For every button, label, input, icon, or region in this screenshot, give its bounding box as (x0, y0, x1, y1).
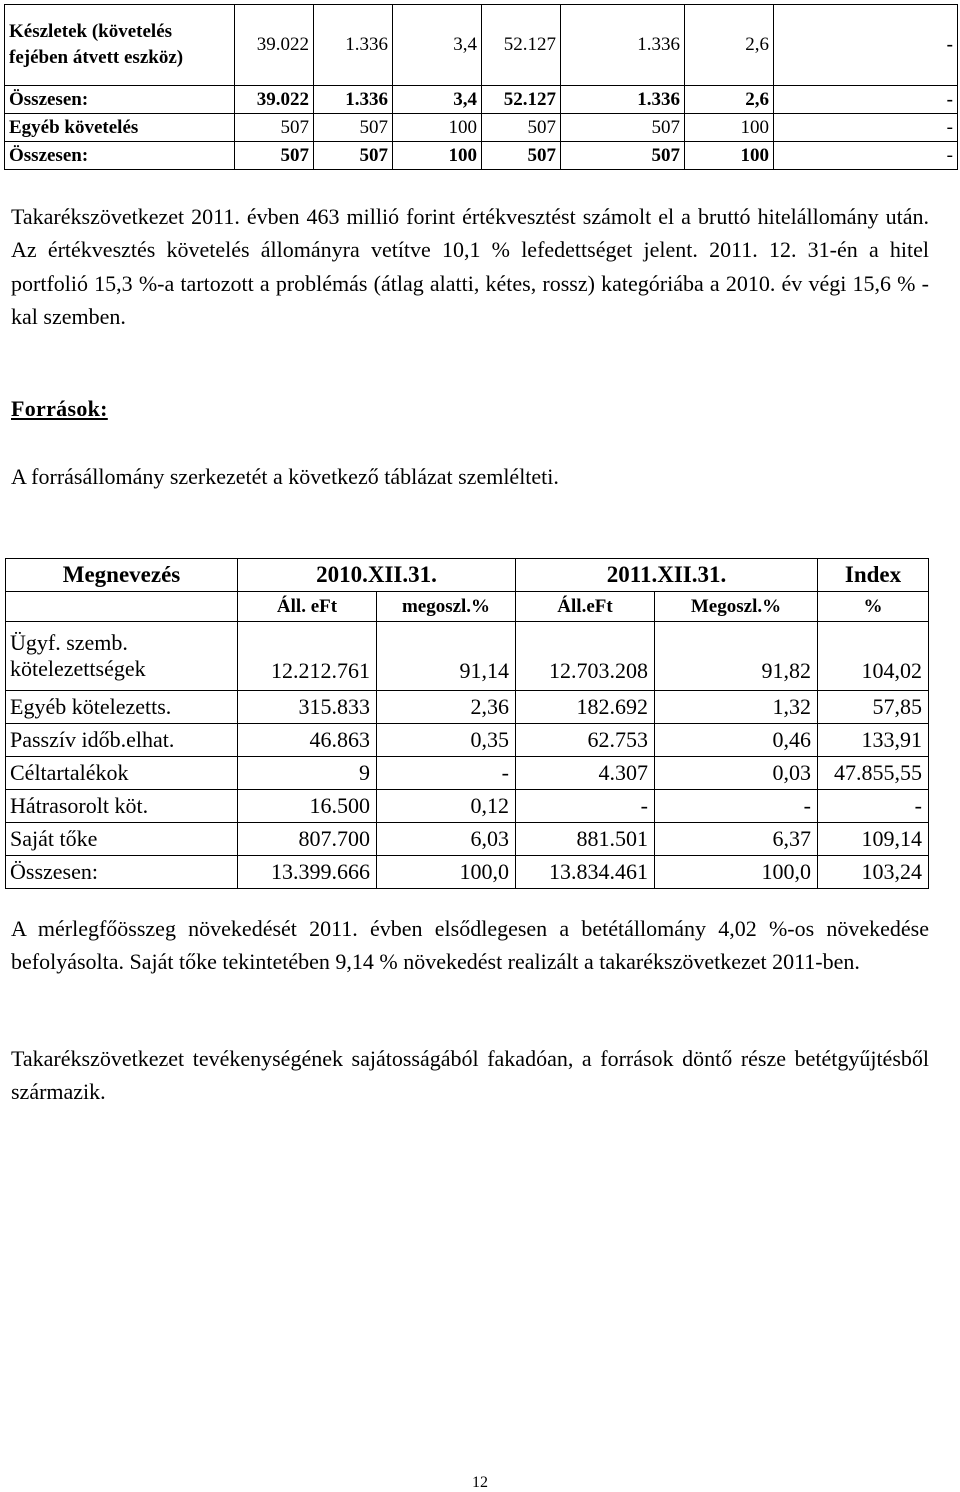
table-row (5, 5, 958, 86)
header-row (6, 559, 929, 592)
cell: 3,4 (393, 5, 482, 86)
cell: - (377, 757, 516, 790)
cell: - (774, 5, 958, 86)
column-subheader: Megoszl.% (655, 592, 818, 622)
cell: 1.336 (561, 86, 685, 114)
assets-table (4, 4, 958, 170)
cell: 100 (685, 114, 774, 142)
row-label: Ügyf. szemb. kötelezettségek (6, 622, 238, 691)
section-heading: Források: (11, 396, 108, 421)
cell: 2,6 (685, 5, 774, 86)
column-subheader: Áll. eFt (238, 592, 377, 622)
cell: 16.500 (238, 790, 377, 823)
column-subheader: Áll.eFt (516, 592, 655, 622)
intro-text: A forrásállomány szerkezetét a következő táblázat szemlélteti. (11, 464, 559, 489)
cell: 3,4 (393, 86, 482, 114)
cell: 507 (561, 142, 685, 170)
cell: 100 (393, 142, 482, 170)
table-row (5, 86, 958, 114)
cell: 52.127 (482, 86, 561, 114)
row-label: Egyéb követelés (5, 114, 235, 142)
cell: 0,35 (377, 724, 516, 757)
table-row (6, 691, 929, 724)
header-row (6, 592, 929, 622)
cell: 103,24 (818, 856, 929, 889)
cell: 6,37 (655, 823, 818, 856)
cell: 109,14 (818, 823, 929, 856)
cell: 1,32 (655, 691, 818, 724)
cell: 182.692 (516, 691, 655, 724)
cell: - (774, 86, 958, 114)
cell: 46.863 (238, 724, 377, 757)
cell: 0,46 (655, 724, 818, 757)
table-row (6, 724, 929, 757)
cell: 62.753 (516, 724, 655, 757)
cell: 0,12 (377, 790, 516, 823)
column-header: Megnevezés (6, 559, 238, 592)
table-row (6, 622, 929, 691)
row-label: Készletek (követelés fejében átvett eszköz) (5, 5, 235, 86)
cell: 507 (235, 142, 314, 170)
deposit-sources-paragraph: Takarékszövetkezet tevékenységének sajátosságából fakadóan, a források döntő része betétgyűjtésből származik. (11, 1046, 929, 1105)
column-subheader: % (818, 592, 929, 622)
cell: 507 (314, 114, 393, 142)
cell: 133,91 (818, 724, 929, 757)
table-row (5, 114, 958, 142)
row-label: Hátrasorolt köt. (6, 790, 238, 823)
cell: 507 (314, 142, 393, 170)
row-label: Egyéb kötelezetts. (6, 691, 238, 724)
sources-table (5, 558, 929, 889)
cell: 6,03 (377, 823, 516, 856)
cell: 100 (685, 142, 774, 170)
cell: - (774, 114, 958, 142)
cell: - (655, 790, 818, 823)
cell: 507 (561, 114, 685, 142)
cell: - (818, 790, 929, 823)
cell: 39.022 (235, 5, 314, 86)
row-label: Céltartalékok (6, 757, 238, 790)
impairment-paragraph: Takarékszövetkezet 2011. évben 463 millió forint értékvesztést számolt el a bruttó hitelállomány után. Az értékvesztés követelés állományra vetítve 10,1 % lefedettséget jelent. 2011. 12. 31-én a hitel portfolió 15,3 %-a tartozott a problémás (átlag alatti, kétes, rossz) kategóriába a 2010. év végi 15,6 % - kal szemben. (11, 204, 929, 329)
cell: 12.212.761 (238, 622, 377, 691)
column-header: 2011.XII.31. (516, 559, 818, 592)
cell: 507 (482, 142, 561, 170)
cell: 100,0 (655, 856, 818, 889)
cell: 2,6 (685, 86, 774, 114)
cell: 4.307 (516, 757, 655, 790)
row-label: Összesen: (5, 86, 235, 114)
table-row (6, 823, 929, 856)
cell: 1.336 (561, 5, 685, 86)
cell: 52.127 (482, 5, 561, 86)
cell: 0,03 (655, 757, 818, 790)
cell: 2,36 (377, 691, 516, 724)
cell: 507 (482, 114, 561, 142)
cell: 13.834.461 (516, 856, 655, 889)
row-label: Passzív időb.elhat. (6, 724, 238, 757)
cell: - (516, 790, 655, 823)
cell: 1.336 (314, 86, 393, 114)
cell: 47.855,55 (818, 757, 929, 790)
cell: 13.399.666 (238, 856, 377, 889)
table-row (6, 757, 929, 790)
column-header: 2010.XII.31. (238, 559, 516, 592)
column-subheader: megoszl.% (377, 592, 516, 622)
column-header: Index (818, 559, 929, 592)
row-label: Összesen: (6, 856, 238, 889)
cell: 315.833 (238, 691, 377, 724)
cell: 100,0 (377, 856, 516, 889)
cell: 39.022 (235, 86, 314, 114)
cell: 104,02 (818, 622, 929, 691)
balance-growth-paragraph: A mérlegfőösszeg növekedését 2011. évben elsődlegesen a betétállomány 4,02 %-os növekedése befolyásolta. Saját tőke tekintetében 9,14 % növekedést realizált a takarékszövetkezet 2011-ben. (11, 916, 929, 975)
page-number: 12 (472, 1474, 488, 1491)
cell: - (774, 142, 958, 170)
cell: 100 (393, 114, 482, 142)
cell: 507 (235, 114, 314, 142)
cell: 807.700 (238, 823, 377, 856)
cell: 9 (238, 757, 377, 790)
table-row (6, 856, 929, 889)
cell: 91,82 (655, 622, 818, 691)
table-row (6, 790, 929, 823)
cell: 881.501 (516, 823, 655, 856)
cell: 57,85 (818, 691, 929, 724)
empty-cell (6, 592, 238, 622)
row-label: Összesen: (5, 142, 235, 170)
row-label: Saját tőke (6, 823, 238, 856)
cell: 1.336 (314, 5, 393, 86)
cell: 91,14 (377, 622, 516, 691)
cell: 12.703.208 (516, 622, 655, 691)
table-row (5, 142, 958, 170)
